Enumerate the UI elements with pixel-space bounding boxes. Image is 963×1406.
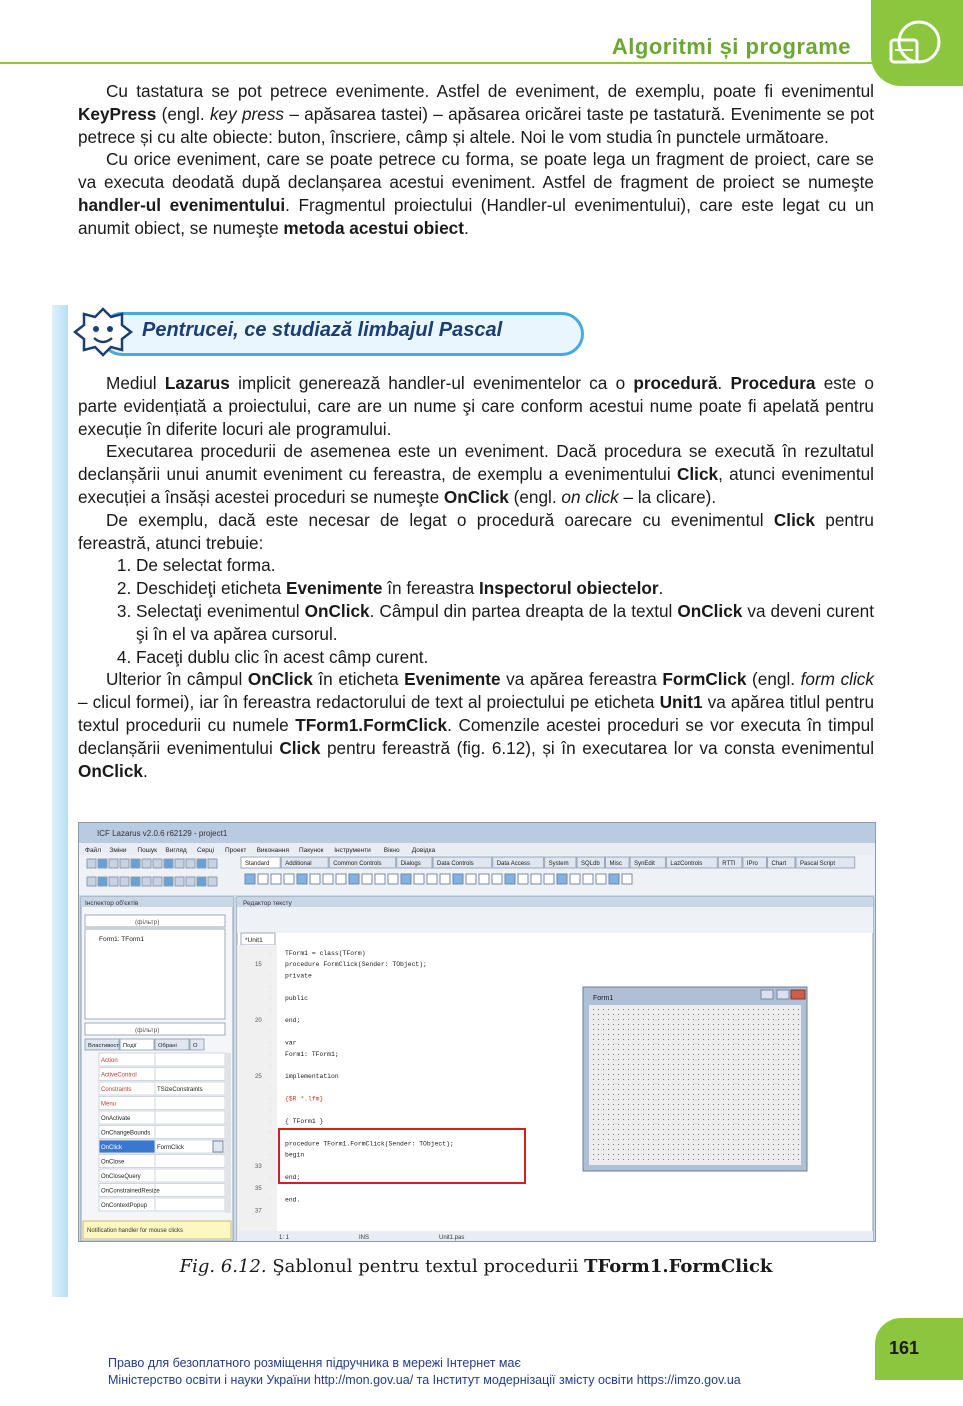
toolbar-button-icon[interactable] xyxy=(208,877,217,886)
palette-tab-label: Standard xyxy=(245,861,270,867)
line-dot: · xyxy=(269,1085,271,1092)
line-number: 25 xyxy=(255,1074,262,1081)
inspector-tabs xyxy=(85,1039,204,1050)
text-run: Executarea procedurii de asemenea este un eveniment. Dacă procedura se execută în rezultatul declanșării unui anumit eveniment cu fereastra, de exemplu a evenimentului xyxy=(78,441,874,485)
toolbar-button-icon[interactable] xyxy=(131,859,140,868)
text-run: în eticheta xyxy=(312,669,405,690)
text-run: (engl. xyxy=(508,486,562,507)
editor-title: Редактор тексту xyxy=(243,900,292,907)
toolbar-button-icon[interactable] xyxy=(120,859,129,868)
page-number: 161 xyxy=(888,1338,919,1358)
line-dot: · xyxy=(269,1175,271,1181)
palette-tab-label: Chart xyxy=(771,861,787,867)
component-icon[interactable] xyxy=(297,874,307,884)
pascal-paragraph-1 xyxy=(78,372,874,440)
code-line: public xyxy=(285,994,309,1002)
line-dot: · xyxy=(269,1141,271,1148)
header-rule xyxy=(0,62,880,64)
intro-paragraph-2 xyxy=(78,148,874,239)
menu-item[interactable]: Зміни xyxy=(109,847,127,854)
component-icon[interactable] xyxy=(531,874,541,884)
line-dot: · xyxy=(269,973,271,980)
event-row[interactable] xyxy=(99,1169,225,1182)
line-dot: · xyxy=(269,1152,271,1159)
line-dot: · xyxy=(269,984,271,991)
text-run: . xyxy=(717,373,731,393)
menu-item[interactable]: Довідка xyxy=(411,847,436,854)
component-icon[interactable] xyxy=(336,874,346,884)
inspector-tab-label: O xyxy=(193,1043,198,1049)
bold-term: handler-ul evenimentului xyxy=(78,194,286,215)
event-name: OnConstrainedResize xyxy=(101,1188,160,1195)
event-name: OnClose xyxy=(101,1159,125,1166)
component-icon[interactable] xyxy=(414,874,424,884)
code-line: private xyxy=(285,972,312,980)
bold-term: KeyPress xyxy=(78,103,157,124)
palette-tab-label: SynEdit xyxy=(634,861,655,867)
event-row[interactable] xyxy=(99,1140,225,1153)
event-row[interactable] xyxy=(99,1082,225,1095)
intro-paragraph-1 xyxy=(78,80,874,148)
line-dot: · xyxy=(269,1130,271,1137)
event-row[interactable] xyxy=(99,1053,225,1066)
code-line: end; xyxy=(285,1017,301,1025)
text-run: . xyxy=(463,217,469,238)
step-item xyxy=(136,646,874,669)
text-run: pentru fereastră (fig. 6.12), și în executarea lor va consta evenimentul xyxy=(320,737,875,758)
text-run: Cu tastatura se pot petrece evenimente. Astfel de eveniment, de exemplu, poate fi evenimentul xyxy=(106,81,874,101)
toolbar-button-icon[interactable] xyxy=(186,877,195,886)
component-icon[interactable] xyxy=(479,874,489,884)
bold-term: Evenimente xyxy=(286,578,383,599)
status-item: 1: 1 xyxy=(279,1235,290,1241)
status-item: Unit1.pas xyxy=(439,1235,465,1241)
component-icon[interactable] xyxy=(492,874,502,884)
menu-item[interactable]: Виконання xyxy=(256,847,290,854)
inspector-title: Інспектор об'єктів xyxy=(85,900,139,907)
event-row[interactable] xyxy=(99,1126,225,1139)
component-icon[interactable] xyxy=(401,874,411,884)
text-run: De exemplu, dacă este necesar de legat o procedură oarecare cu evenimentul xyxy=(106,509,774,530)
component-icon[interactable] xyxy=(557,874,567,884)
event-row[interactable] xyxy=(99,1184,225,1197)
footer-line-1: Право для безоплатного розміщення підручника в мережі Інтернет має xyxy=(108,1356,521,1370)
line-dot: · xyxy=(269,1040,271,1047)
line-dot: · xyxy=(269,1051,271,1058)
component-tree-item[interactable]: Form1: TForm1 xyxy=(99,936,145,943)
line-dot: · xyxy=(269,995,271,1002)
event-row[interactable] xyxy=(99,1111,225,1124)
bold-term: OnClick xyxy=(304,600,370,621)
bold-term: Procedura xyxy=(730,373,816,393)
text-run: va deveni curent şi în el va apărea cursorul. xyxy=(136,600,874,644)
line-number: 33 xyxy=(255,1163,262,1170)
text-run: Deschideţi eticheta xyxy=(136,578,286,599)
event-row[interactable] xyxy=(99,1097,225,1110)
inspector-tab-label: Події xyxy=(123,1043,137,1049)
code-line: procedure FormClick(Sender: TObject); xyxy=(285,961,427,969)
component-icon[interactable] xyxy=(583,874,593,884)
menu-item[interactable]: Вигляд xyxy=(165,847,187,854)
text-run: – la clicare). xyxy=(618,486,717,507)
toolbar-button-icon[interactable] xyxy=(131,877,140,886)
inspector-tab-label: Властивості xyxy=(88,1043,121,1049)
event-name: OnCloseQuery xyxy=(101,1174,141,1180)
component-icon[interactable] xyxy=(310,874,320,884)
code-line: end. xyxy=(285,1196,301,1204)
toolbar-button-icon[interactable] xyxy=(208,859,217,868)
menu-item[interactable]: Вікно xyxy=(383,847,400,854)
pascal-mascot-icon xyxy=(72,306,134,358)
toolbar-button-icon[interactable] xyxy=(164,877,173,886)
event-name: Menu xyxy=(101,1101,117,1108)
code-line: Form1: TForm1; xyxy=(285,1050,339,1058)
event-name: OnClick xyxy=(101,1145,123,1151)
bold-term: OnClick xyxy=(247,669,313,690)
event-row[interactable] xyxy=(99,1198,225,1211)
toolbar-button-icon[interactable] xyxy=(120,877,129,886)
ide-menu-bar xyxy=(85,846,436,854)
event-row[interactable] xyxy=(99,1068,225,1081)
text-run: Mediul xyxy=(106,373,165,393)
line-dot: · xyxy=(269,1107,271,1114)
text-run: Cu orice eveniment, care se poate petrece cu forma, se poate lega un fragment de proiect, care se va executa deodată după declanșarea acestui eveniment. Astfel de fragment de proiect se numeşte xyxy=(78,149,874,193)
ide-window-title: ICF Lazarus v2.0.6 r62129 - project1 xyxy=(97,829,228,838)
palette-tab-label: RTTI xyxy=(722,861,736,867)
constraints-value: TSizeConstraints xyxy=(157,1087,203,1093)
text-run: – apăsarea tastei) – apăsarea oricărei taste pe tastatură. Evenimente se pot petrece și cu alte obiecte: buton, înscriere, câmp și altele. Noi le vom studia în punctele următoare. xyxy=(78,103,875,147)
running-header-title: Algoritmi și programe xyxy=(611,34,851,59)
bold-term: metoda acestui obiect xyxy=(283,217,464,238)
bold-term: FormClick xyxy=(662,669,747,690)
palette-tab-label: Data Controls xyxy=(437,861,474,867)
italic-term: form click xyxy=(800,669,874,690)
lazarus-ide-svg xyxy=(79,823,875,1241)
text-run: (engl. xyxy=(746,669,801,690)
menu-item[interactable]: Пакунок xyxy=(299,847,324,854)
bold-term: OnClick xyxy=(78,760,143,781)
palette-tab-label: Additional xyxy=(285,861,312,867)
text-run: – clicul formei), iar în fereastra redactorului de text al proiectului pe eticheta xyxy=(78,692,660,713)
code-line: var xyxy=(285,1039,297,1047)
palette-tab-label: Dialogs xyxy=(400,861,421,867)
ellipsis-button[interactable] xyxy=(213,1141,223,1152)
line-dot: · xyxy=(269,1063,271,1069)
text-run: (engl. xyxy=(156,103,210,124)
intro-text xyxy=(78,80,874,240)
bold-term: procedură xyxy=(633,373,718,393)
component-icon[interactable] xyxy=(323,874,333,884)
form1-title: Form1 xyxy=(593,995,614,1002)
bold-term: Click xyxy=(773,509,815,530)
component-icon[interactable] xyxy=(596,874,606,884)
caption-text: Şablonul pentru textul procedurii xyxy=(266,1256,585,1277)
toolbar-button-icon[interactable] xyxy=(175,859,184,868)
toolbar-button-icon[interactable] xyxy=(153,877,162,886)
step-item xyxy=(136,554,874,577)
text-run: Selectaţi evenimentul xyxy=(136,600,305,621)
toolbar-button-icon[interactable] xyxy=(109,877,118,886)
code-line: {$R *.lfm} xyxy=(285,1095,324,1103)
inspector-scrollbar[interactable] xyxy=(225,1053,231,1213)
inspector-hint: Notification handler for mouse clicks xyxy=(87,1228,184,1234)
onclick-value: FormClick xyxy=(157,1145,184,1151)
line-number: 35 xyxy=(255,1186,262,1193)
toolbar-button-icon[interactable] xyxy=(87,859,96,868)
bold-term: OnClick xyxy=(443,486,509,507)
italic-term: key press xyxy=(209,103,285,124)
toolbar-button-icon[interactable] xyxy=(197,859,206,868)
component-icon[interactable] xyxy=(440,874,450,884)
event-list xyxy=(99,1053,231,1213)
text-run: Faceţi dublu clic în acest câmp curent. xyxy=(136,646,429,667)
status-item: INS xyxy=(359,1235,370,1241)
code-line: begin xyxy=(285,1151,305,1159)
menu-item[interactable]: Пошук xyxy=(137,847,158,854)
menu-item[interactable]: Проект xyxy=(225,847,247,854)
component-icon[interactable] xyxy=(375,874,385,884)
text-run: , atunci evenimentul execuției a însăși acestei proceduri se numeşte xyxy=(78,464,874,507)
pascal-paragraph-4 xyxy=(78,668,874,782)
form1-window[interactable] xyxy=(583,987,807,1171)
component-icon[interactable] xyxy=(466,874,476,884)
palette-tab-label: Misc xyxy=(609,861,622,867)
component-icon[interactable] xyxy=(609,874,619,884)
text-run: . xyxy=(658,578,664,599)
menu-item[interactable]: Інструменти xyxy=(334,847,371,854)
toolbar-button-icon[interactable] xyxy=(175,877,184,886)
event-name: OnChangeBounds xyxy=(101,1130,151,1137)
caption-prefix: Fig. 6.12. xyxy=(179,1256,267,1277)
component-icon[interactable] xyxy=(388,874,398,884)
text-run: . Câmpul din partea dreapta de la textul xyxy=(369,600,678,621)
component-icon[interactable] xyxy=(544,874,554,884)
italic-term: on click xyxy=(561,486,619,507)
line-dot: · xyxy=(269,1119,271,1125)
line-dot: · xyxy=(269,1096,271,1103)
palette-tab-label: Data Access xyxy=(496,861,531,867)
component-icon[interactable] xyxy=(622,874,632,884)
event-name: ActiveControl xyxy=(101,1072,137,1079)
toolbar-button-icon[interactable] xyxy=(98,877,107,886)
figure-caption xyxy=(78,1256,874,1277)
menu-item[interactable]: Файл xyxy=(85,847,101,854)
line-dot: · xyxy=(269,1029,271,1036)
event-name: Action xyxy=(101,1058,118,1064)
palette-tab-label: Common Controls xyxy=(333,861,382,867)
palette-tab-label: SQLdb xyxy=(581,861,600,867)
pascal-side-stripe xyxy=(52,305,68,1297)
code-line: end; xyxy=(285,1174,301,1181)
toolbar-button-icon[interactable] xyxy=(186,859,195,868)
text-run: . Comenzile acestei proceduri se vor executa în timpul declanșării evenimentului xyxy=(78,714,874,758)
programming-icon xyxy=(885,16,945,72)
text-run: este o parte evidențiată a proiectului, care are un nume şi care conform acestui nume poate fi apelată pentru execuție în diferite locuri ale programului. xyxy=(78,373,874,439)
event-row[interactable] xyxy=(99,1155,225,1168)
code-line: TForm1 = class(TForm) xyxy=(285,950,366,957)
code-line: implementation xyxy=(285,1073,339,1081)
component-icon[interactable] xyxy=(245,874,255,884)
inspector-filter: (фільтр) xyxy=(135,919,160,926)
step-item xyxy=(136,577,874,600)
palette-tab-label: LazControls xyxy=(670,861,703,867)
toolbar-button-icon[interactable] xyxy=(153,859,162,868)
bold-term: Lazarus xyxy=(164,373,230,393)
editor-tab-unit1[interactable]: *Unit1 xyxy=(245,937,263,944)
copyright-footer xyxy=(108,1355,741,1389)
banner-title: Pentrucei, ce studiază limbajul Pascal xyxy=(142,319,503,341)
form1-close-icon[interactable] xyxy=(791,990,805,999)
line-dot: · xyxy=(269,951,271,957)
palette-tab-label: IPro xyxy=(746,861,758,867)
text-run: . xyxy=(142,760,148,781)
component-icon[interactable] xyxy=(505,874,515,884)
event-name: OnContextPopup xyxy=(101,1203,148,1209)
text-run: în fereastra xyxy=(382,578,479,599)
code-line: { TForm1 } xyxy=(285,1118,324,1125)
pascal-paragraph-3 xyxy=(78,509,874,555)
line-number: 15 xyxy=(255,962,262,969)
bold-term: Click xyxy=(676,464,719,485)
line-dot: · xyxy=(269,1197,271,1204)
component-icon[interactable] xyxy=(284,874,294,884)
component-icon[interactable] xyxy=(518,874,528,884)
text-run: va apărea fereastra xyxy=(500,669,663,690)
palette-tab-label: Pascal Script xyxy=(800,861,836,867)
line-dot: · xyxy=(269,1007,271,1013)
toolbar-button-icon[interactable] xyxy=(142,859,151,868)
component-icon[interactable] xyxy=(349,874,359,884)
line-number: 37 xyxy=(255,1208,262,1215)
bold-term: Inspectorul obiectelor xyxy=(478,578,659,599)
text-run: pentru fereastră, atunci trebuie: xyxy=(78,509,874,553)
toolbar-button-icon[interactable] xyxy=(109,859,118,868)
component-icon[interactable] xyxy=(453,874,463,884)
bold-term: Evenimente xyxy=(404,669,501,690)
component-icon[interactable] xyxy=(570,874,580,884)
text-run: va apărea titlul pentru textul procedurii cu numele xyxy=(78,692,874,735)
step-item xyxy=(136,600,874,646)
properties-filter: (фільтр) xyxy=(135,1027,160,1034)
steps-list xyxy=(78,554,874,668)
toolbar-button-icon[interactable] xyxy=(98,859,107,868)
pascal-paragraph-2 xyxy=(78,440,874,508)
menu-item[interactable]: Серці xyxy=(197,847,215,854)
bold-term: OnClick xyxy=(677,600,743,621)
bold-term: Click xyxy=(279,737,321,758)
code-line: procedure TForm1.FormClick(Sender: TObject); xyxy=(285,1140,454,1148)
toolbar-button-icon[interactable] xyxy=(164,859,173,868)
component-icon[interactable] xyxy=(362,874,372,884)
header-tab xyxy=(871,0,963,86)
component-icon[interactable] xyxy=(427,874,437,884)
palette-tab-label: System xyxy=(548,861,569,867)
event-name: OnActivate xyxy=(101,1116,131,1122)
pascal-banner xyxy=(72,310,582,356)
toolbar-button-icon[interactable] xyxy=(142,877,151,886)
bold-term: TForm1.FormClick xyxy=(295,714,448,735)
text-run: De selectat forma. xyxy=(136,555,276,576)
event-name: Constraints xyxy=(101,1087,132,1093)
toolbar-button-icon[interactable] xyxy=(87,877,96,886)
bold-term: Unit1 xyxy=(659,692,703,713)
lazarus-screenshot xyxy=(78,822,876,1242)
pascal-text xyxy=(78,372,874,782)
toolbar-button-icon[interactable] xyxy=(197,877,206,886)
text-run: Ulterior în câmpul xyxy=(106,669,248,690)
component-icon[interactable] xyxy=(258,874,268,884)
text-run: . Fragmentul proiectului (Handler-ul evenimentului), care este legat cu un anumit obiect, se numeşte xyxy=(78,194,874,238)
text-run: implicit generează handler-ul evenimentelor ca o xyxy=(229,373,634,393)
inspector-tab-label: Обрані xyxy=(158,1043,177,1049)
footer-line-2: Міністерство освіти і науки України http://mon.gov.ua/ та Інститут модернізації змісту освіти https://imzo.gov.ua xyxy=(108,1373,741,1387)
line-number: 20 xyxy=(255,1018,262,1025)
caption-bold: TForm1.FormClick xyxy=(584,1256,773,1277)
component-icon[interactable] xyxy=(271,874,281,884)
